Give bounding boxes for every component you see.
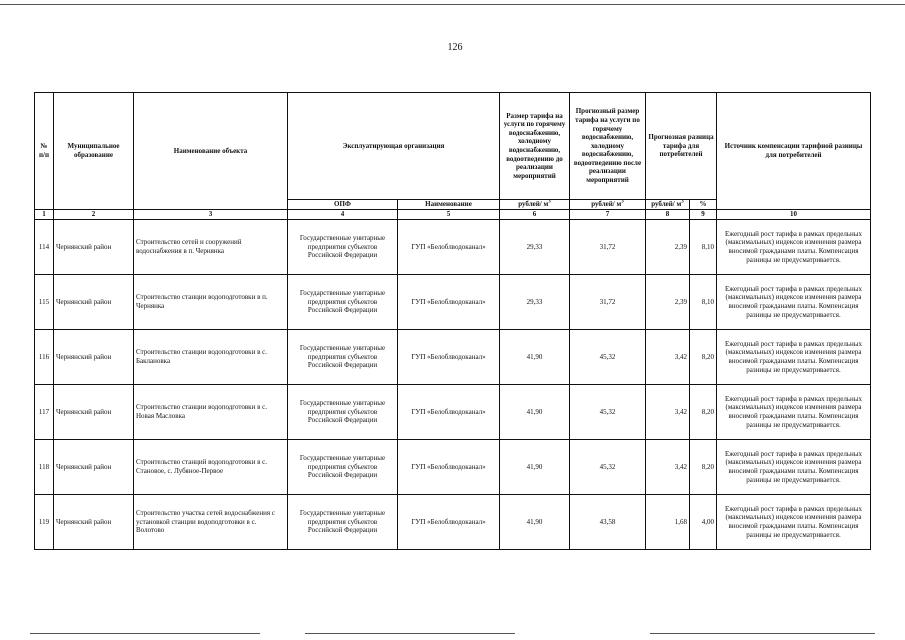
tariff-table (34, 92, 871, 550)
cell-diff-pct: 8,20 (690, 440, 717, 495)
cell-opf: Государственные унитарные предприятия субъектов Российской Федерации (288, 440, 398, 495)
cell-num: 118 (35, 440, 54, 495)
column-number: 7 (570, 210, 646, 220)
cell-diff-rub: 1,68 (646, 495, 690, 550)
header-num: № п/п (35, 93, 54, 210)
cell-source: Ежегодный рост тарифа в рамках предельных (максимальных) индексов изменения размера вносимой гражданами платы. Компенсация разницы не предусматривается. (717, 275, 871, 330)
cell-num: 115 (35, 275, 54, 330)
cell-object: Строительство участка сетей водоснабжения с установкой станции водоподготовки в с. Волотово (134, 495, 288, 550)
cell-tariff: 41,90 (500, 385, 570, 440)
cell-tariff: 29,33 (500, 220, 570, 275)
cell-source: Ежегодный рост тарифа в рамках предельных (максимальных) индексов изменения размера вносимой гражданами платы. Компенсация разницы не предусматривается. (717, 330, 871, 385)
cell-municipality: Чернянский район (54, 220, 134, 275)
cell-diff-pct: 8,10 (690, 220, 717, 275)
cell-diff-rub: 2,39 (646, 220, 690, 275)
header-forecast-tariff: Прогнозный размер тарифа на услуги по горячему водоснабжению, холодному водоснабжению, водоотведению после реализации мероприятий (570, 93, 646, 200)
column-number: 8 (646, 210, 690, 220)
cell-num: 117 (35, 385, 54, 440)
column-number: 9 (690, 210, 717, 220)
cell-source: Ежегодный рост тарифа в рамках предельных (максимальных) индексов изменения размера вносимой гражданами платы. Компенсация разницы не предусматривается. (717, 385, 871, 440)
header-unit-pct: % (690, 200, 717, 210)
bottom-scan-line-left (30, 633, 260, 634)
cell-forecast: 31,72 (570, 275, 646, 330)
cell-source: Ежегодный рост тарифа в рамках предельных (максимальных) индексов изменения размера вносимой гражданами платы. Компенсация разницы не предусматривается. (717, 220, 871, 275)
bottom-scan-line-right (650, 633, 875, 634)
page-number: 126 (447, 42, 463, 53)
header-municipality: Муниципальное образование (54, 93, 134, 210)
cell-tariff: 41,90 (500, 495, 570, 550)
cell-opf: Государственные унитарные предприятия субъектов Российской Федерации (288, 495, 398, 550)
unit-superscript: 3 (621, 199, 624, 205)
column-number: 2 (54, 210, 134, 220)
table-row (35, 220, 871, 275)
cell-source: Ежегодный рост тарифа в рамках предельных (максимальных) индексов изменения размера вносимой гражданами платы. Компенсация разницы не предусматривается. (717, 495, 871, 550)
cell-opf: Государственные унитарные предприятия субъектов Российской Федерации (288, 275, 398, 330)
unit-label: рублей/ м (518, 200, 549, 209)
cell-object: Строительство станции водоподготовки в п. Чернянка (134, 275, 288, 330)
top-scan-line (0, 4, 905, 5)
cell-org: ГУП «Белоблводоканал» (398, 220, 500, 275)
header-operator: Эксплуатирующая организация (288, 93, 500, 200)
header-forecast-diff: Прогнозная разница тарифа для потребителей (646, 93, 717, 200)
cell-opf: Государственные унитарные предприятия субъектов Российской Федерации (288, 385, 398, 440)
cell-municipality: Чернянский район (54, 495, 134, 550)
cell-forecast: 45,32 (570, 385, 646, 440)
cell-tariff: 41,90 (500, 330, 570, 385)
cell-object: Строительство станции водоподготовки в с. Новая Масловка (134, 385, 288, 440)
column-number: 1 (35, 210, 54, 220)
cell-num: 116 (35, 330, 54, 385)
column-number: 10 (717, 210, 871, 220)
cell-org: ГУП «Белоблводоканал» (398, 440, 500, 495)
bottom-scan-line-mid (305, 633, 515, 634)
cell-diff-rub: 3,42 (646, 440, 690, 495)
cell-municipality: Чернянский район (54, 275, 134, 330)
cell-org: ГУП «Белоблводоканал» (398, 495, 500, 550)
cell-object: Строительство сетей и сооружений водоснабжения в п. Чернянка (134, 220, 288, 275)
cell-municipality: Чернянский район (54, 330, 134, 385)
header-org-name: Наименование (398, 200, 500, 210)
header-unit-forecast (570, 200, 646, 210)
cell-forecast: 45,32 (570, 330, 646, 385)
table-row (35, 275, 871, 330)
cell-diff-pct: 4,00 (690, 495, 717, 550)
cell-org: ГУП «Белоблводоканал» (398, 275, 500, 330)
cell-object: Строительство станций водоподготовки в с. Становое, с. Лубяное-Первое (134, 440, 288, 495)
cell-tariff: 29,33 (500, 275, 570, 330)
cell-opf: Государственные унитарные предприятия субъектов Российской Федерации (288, 330, 398, 385)
table-row (35, 330, 871, 385)
cell-org: ГУП «Белоблводоканал» (398, 385, 500, 440)
unit-label: рублей/ м (591, 200, 622, 209)
cell-diff-rub: 2,39 (646, 275, 690, 330)
column-number: 3 (134, 210, 288, 220)
header-opf: ОПФ (288, 200, 398, 210)
header-object: Наименование объекта (134, 93, 288, 210)
cell-diff-pct: 8,20 (690, 330, 717, 385)
unit-superscript: 3 (681, 199, 684, 205)
cell-source: Ежегодный рост тарифа в рамках предельных (максимальных) индексов изменения размера вносимой гражданами платы. Компенсация разницы не предусматривается. (717, 440, 871, 495)
cell-forecast: 31,72 (570, 220, 646, 275)
cell-diff-pct: 8,10 (690, 275, 717, 330)
column-number: 5 (398, 210, 500, 220)
column-number: 6 (500, 210, 570, 220)
column-number: 4 (288, 210, 398, 220)
cell-num: 114 (35, 220, 54, 275)
unit-label: рублей/ м (651, 200, 682, 209)
cell-diff-rub: 3,42 (646, 330, 690, 385)
cell-tariff: 41,90 (500, 440, 570, 495)
header-unit-diff (646, 200, 690, 210)
cell-forecast: 43,58 (570, 495, 646, 550)
cell-municipality: Чернянский район (54, 385, 134, 440)
cell-org: ГУП «Белоблводоканал» (398, 330, 500, 385)
cell-municipality: Чернянский район (54, 440, 134, 495)
cell-opf: Государственные унитарные предприятия субъектов Российской Федерации (288, 220, 398, 275)
cell-object: Строительство станции водоподготовки в с. Баклановка (134, 330, 288, 385)
table-row (35, 495, 871, 550)
header-unit-tariff (500, 200, 570, 210)
table-row (35, 440, 871, 495)
cell-forecast: 45,32 (570, 440, 646, 495)
cell-num: 119 (35, 495, 54, 550)
header-source: Источник компенсации тарифной разницы для потребителей (717, 93, 871, 210)
unit-superscript: 3 (548, 199, 551, 205)
cell-diff-rub: 3,42 (646, 385, 690, 440)
cell-diff-pct: 8,20 (690, 385, 717, 440)
table-row (35, 385, 871, 440)
header-tariff: Размер тарифа на услуги по горячему водоснабжению, холодному водоснабжению, водоотведению до реализации мероприятий (500, 93, 570, 200)
